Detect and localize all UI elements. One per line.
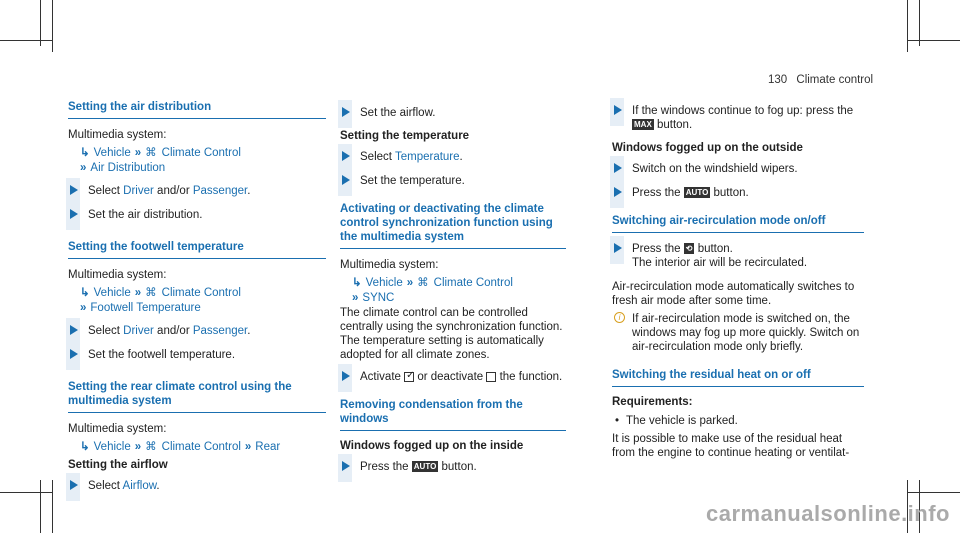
path-vehicle: Vehicle: [365, 277, 403, 289]
step: [68, 184, 326, 198]
path-sep-icon: »: [134, 287, 142, 299]
step: [340, 174, 566, 188]
step: [340, 460, 566, 474]
page-number: 130: [768, 74, 788, 86]
menu-path-label: Multimedia system:: [68, 269, 167, 281]
step-text: Set the footwell temperature.: [88, 349, 236, 361]
step-text: Switch on the windshield wipers.: [632, 163, 798, 175]
checked-checkbox-icon: ✓: [406, 369, 415, 381]
step: [68, 208, 326, 222]
watermark: carmanualsonline.info: [706, 501, 950, 526]
step-text: Select: [88, 480, 120, 492]
period: .: [247, 185, 251, 197]
path-rear: Rear: [255, 441, 281, 453]
menu-path: [68, 440, 326, 455]
period: .: [459, 151, 463, 163]
step-text: Press the: [360, 461, 409, 473]
menu-path: [68, 146, 326, 161]
subheading: Windows fogged up on the inside: [340, 440, 524, 452]
step: [68, 479, 326, 493]
menu-path: [340, 276, 566, 291]
section-heading: Setting the air distribution: [68, 100, 326, 119]
path-sep-icon: »: [80, 162, 87, 174]
unchecked-checkbox-icon: [486, 372, 496, 382]
step-arrow-icon: [614, 163, 622, 173]
path-vehicle: Vehicle: [93, 287, 131, 299]
subheading: Setting the airflow: [68, 459, 168, 471]
step: [68, 324, 326, 338]
step-text: Press the: [632, 187, 681, 199]
path-start-icon: ↳: [80, 441, 90, 453]
step-arrow-icon: [342, 371, 350, 381]
path-climate: Climate Control: [161, 287, 241, 299]
section-heading: Activating or deactivating the climate control synchronization function using the multimedia system: [340, 202, 566, 249]
climate-icon: ⌘: [417, 277, 429, 289]
path-climate: Climate Control: [433, 277, 513, 289]
path-climate: Climate Control: [161, 441, 241, 453]
list-item: • The vehicle is parked.: [612, 414, 864, 428]
section-heading: Switching the residual heat on or off: [612, 368, 864, 387]
step-text: Set the air distribution.: [88, 209, 203, 221]
path-sep-icon: »: [80, 302, 87, 314]
body-text: It is possible to make use of the residual heat from the engine to continue heating or ventilat-: [612, 433, 850, 459]
subheading: Requirements:: [612, 396, 693, 408]
crop-mark: [0, 40, 52, 41]
step-arrow-icon: [70, 325, 78, 335]
step-text: Select: [360, 151, 392, 163]
step-text: button.: [656, 119, 693, 131]
recirculation-button-icon: ⟲: [685, 244, 693, 254]
crop-mark: [52, 480, 53, 533]
crop-mark: [907, 0, 908, 52]
path-air-distribution: Air Distribution: [90, 162, 166, 174]
step-arrow-icon: [342, 461, 350, 471]
crop-mark: [40, 480, 41, 533]
path-start-icon: ↳: [80, 287, 90, 299]
step: [340, 150, 566, 164]
step-arrow-icon: [614, 187, 622, 197]
step-text: and/or: [157, 185, 190, 197]
step-text: or deactivate: [417, 371, 484, 383]
step-text: Select: [88, 185, 120, 197]
step-arrow-icon: [614, 105, 622, 115]
step: [340, 106, 566, 120]
crop-mark: [0, 492, 52, 493]
step-arrow-icon: [614, 243, 622, 253]
column-1: [68, 100, 326, 503]
step-arrow-icon: [70, 185, 78, 195]
crop-mark: [908, 40, 960, 41]
step: [612, 162, 864, 176]
step: [612, 104, 864, 132]
path-sep-icon: »: [134, 441, 142, 453]
path-sep-icon: »: [244, 441, 252, 453]
step-text: button.: [441, 461, 477, 473]
menu-path: [340, 291, 566, 306]
period: .: [247, 325, 251, 337]
column-3: [612, 100, 864, 464]
column-2: [340, 100, 566, 484]
step: [612, 186, 864, 200]
subheading: Windows fogged up on the outside: [612, 142, 803, 154]
step-text: button.: [697, 243, 733, 255]
link-passenger: Passenger: [192, 185, 248, 197]
link-temperature: Temperature: [394, 151, 460, 163]
menu-path-label: Multimedia system:: [68, 423, 167, 435]
path-start-icon: ↳: [80, 147, 90, 159]
step-text: Press the: [632, 243, 681, 255]
page-title: Climate control: [796, 74, 874, 86]
path-sep-icon: »: [134, 147, 142, 159]
menu-path: [68, 301, 326, 316]
step-text: If the windows continue to fog up: press the: [632, 105, 854, 117]
step-text: Activate: [360, 371, 401, 383]
info-icon: i: [614, 312, 625, 323]
menu-path: [68, 286, 326, 301]
crop-mark: [52, 0, 53, 52]
note-text: If air-recirculation mode is switched on, the windows may fog up more quickly. Switch on air-recirculation mode only briefly.: [632, 313, 860, 353]
body-text: Air-recirculation mode automatically switches to fresh air mode after some time.: [612, 281, 855, 307]
link-passenger: Passenger: [192, 325, 248, 337]
step: [340, 370, 566, 384]
path-footwell: Footwell Temperature: [90, 302, 201, 314]
path-sync: SYNC: [362, 292, 395, 304]
step-text: Set the temperature.: [360, 175, 465, 187]
page-header: [768, 74, 873, 86]
step: [68, 348, 326, 362]
section-heading: Setting the rear climate control using the multimedia system: [68, 380, 326, 413]
link-driver: Driver: [123, 185, 154, 197]
step-text: Set the airflow.: [360, 107, 436, 119]
climate-icon: ⌘: [145, 441, 157, 453]
period: .: [156, 480, 160, 492]
step-arrow-icon: [342, 107, 350, 117]
info-note: [612, 312, 864, 354]
section-heading: Switching air-recirculation mode on/off: [612, 214, 864, 233]
section-heading: Removing condensation from the windows: [340, 398, 566, 431]
step-arrow-icon: [70, 209, 78, 219]
menu-path-label: Multimedia system:: [340, 259, 439, 271]
max-defrost-button-icon: MAX: [634, 120, 652, 130]
auto-button-icon: AUTO: [685, 188, 709, 198]
path-vehicle: Vehicle: [93, 441, 131, 453]
step-text: button.: [713, 187, 749, 199]
menu-path: [68, 161, 326, 176]
path-sep-icon: »: [352, 292, 359, 304]
step-arrow-icon: [342, 175, 350, 185]
link-driver: Driver: [123, 325, 154, 337]
section-heading: Setting the footwell temperature: [68, 240, 326, 259]
path-sep-icon: »: [406, 277, 414, 289]
climate-icon: ⌘: [145, 287, 157, 299]
step-text: and/or: [157, 325, 190, 337]
body-text: The climate control can be controlled centrally using the synchronization function. The temperature setting is automatically adopted for all climate zones.: [340, 307, 563, 361]
path-vehicle: Vehicle: [93, 147, 131, 159]
crop-mark: [908, 492, 960, 493]
step-text: The interior air will be recirculated.: [632, 257, 808, 269]
step-arrow-icon: [342, 151, 350, 161]
link-airflow: Airflow: [122, 480, 157, 492]
step-text: Select: [88, 325, 120, 337]
step-arrow-icon: [70, 349, 78, 359]
step-text: the function.: [499, 371, 563, 383]
step-arrow-icon: [70, 480, 78, 490]
step: [612, 242, 864, 270]
path-climate: Climate Control: [161, 147, 241, 159]
path-start-icon: ↳: [352, 277, 362, 289]
menu-path-label: Multimedia system:: [68, 129, 167, 141]
subheading: Setting the temperature: [340, 130, 470, 142]
auto-button-icon: AUTO: [413, 462, 437, 472]
climate-icon: ⌘: [145, 147, 157, 159]
